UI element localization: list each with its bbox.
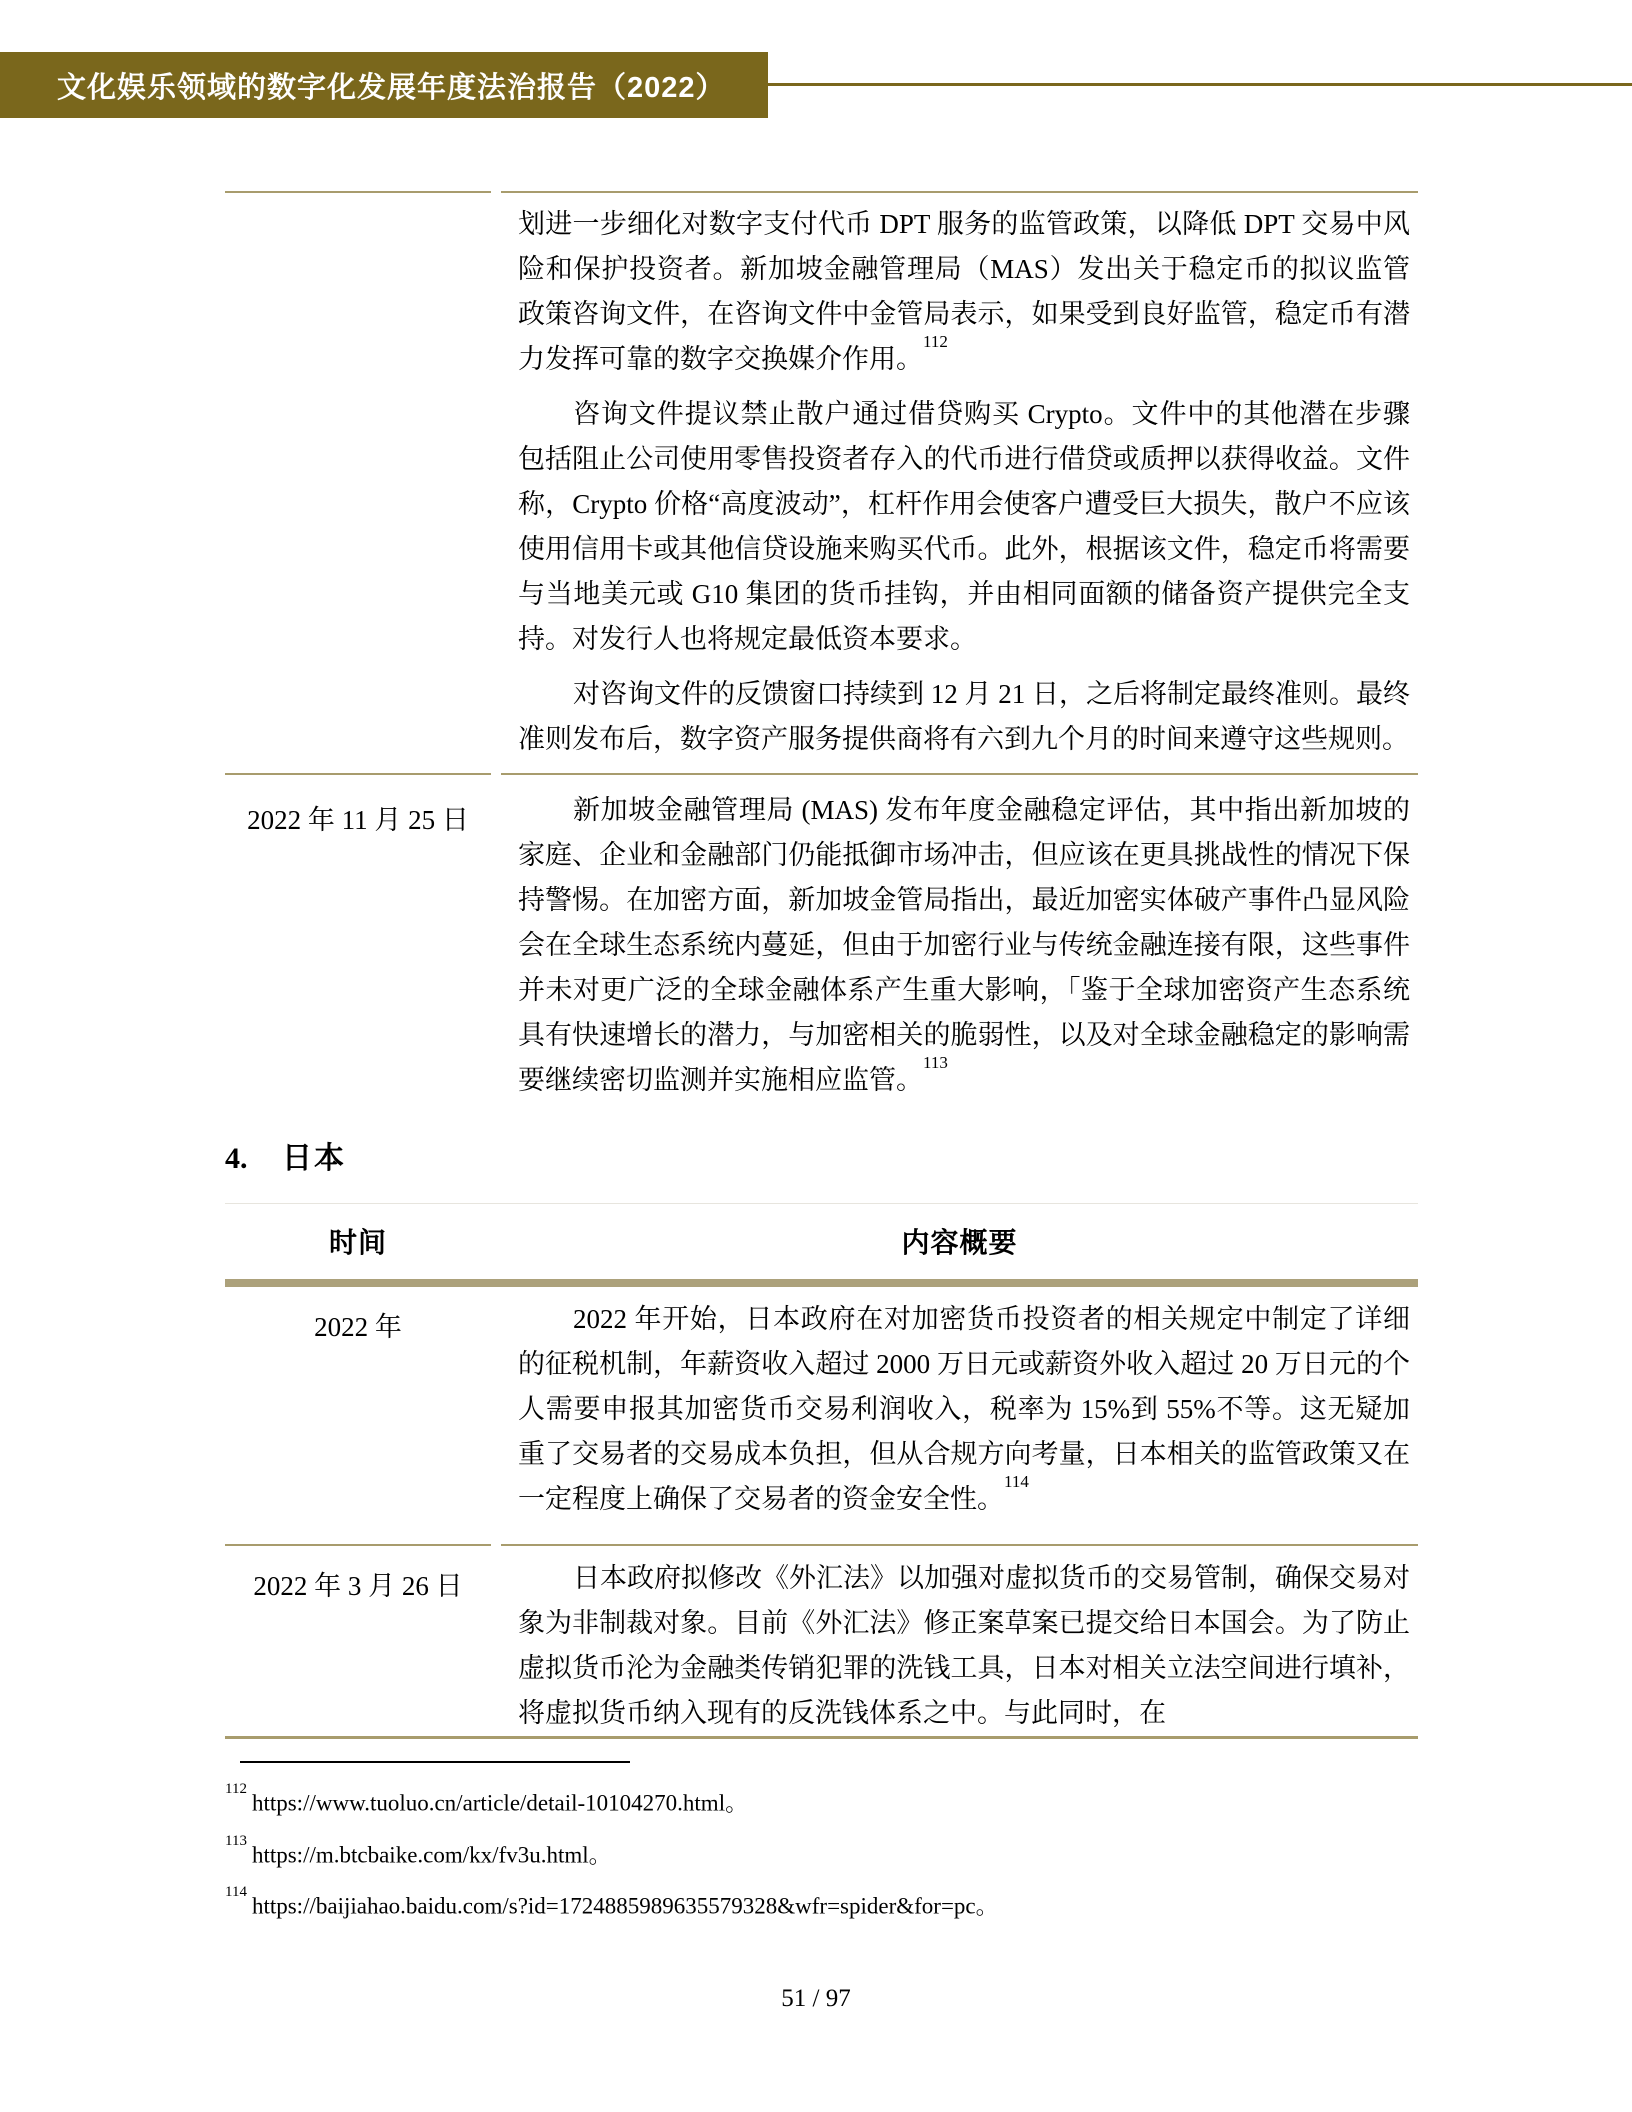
table-bottom-bar (225, 1736, 1418, 1739)
footnote-number: 114 (225, 1884, 247, 1901)
footnote-ref: 112 (923, 332, 948, 351)
report-title: 文化娱乐领域的数字化发展年度法治报告（2022） (57, 71, 726, 104)
footnote-url: https://baijiahao.baidu.com/s?id=1724885989635579328&wfr=spider&for=pc。 (251, 1893, 999, 1919)
footnote-ref: 114 (1004, 1472, 1029, 1491)
date-cell: 2022 年 11 月 25 日 (225, 773, 491, 1103)
footnote-item (225, 1775, 1418, 1827)
footnote-item (225, 1827, 1418, 1879)
regulation-table-singapore (225, 191, 1418, 1103)
footnote-area (225, 1761, 1418, 1930)
table-row (225, 1287, 1418, 1544)
page-number: 51 / 97 (781, 1985, 851, 2012)
paragraph: 咨询文件提议禁止散户通过借贷购买 Crypto。文件中的其他潜在步骤包括阻止公司使用零售投资者存入的代币进行借贷或质押以获得收益。文件称，Crypto 价格“高度波动”，杠杆作用会使客户遭受巨大损失，散户不应该使用信用卡或其他信贷设施来购买代币。此外，根据该文件，稳定币将需要与当地美元或 G10 集团的货币挂钩，并由相同面额的储备资产提供完全支持。对发行人也将规定最低资本要求。 (518, 399, 1410, 654)
summary-cell (501, 191, 1418, 773)
date-cell: 2022 年 3 月 26 日 (225, 1544, 491, 1736)
paragraph: 划进一步细化对数字支付代币 DPT 服务的监管政策，以降低 DPT 交易中风险和保护投资者。新加坡金融管理局（MAS）发出关于稳定币的拟议监管政策咨询文件，在咨询文件中金管局表示，如果受到良好监管，稳定币有潜力发挥可靠的数字交换媒介作用。$^{112}$ (518, 209, 1410, 374)
summary-cell (501, 1287, 1418, 1544)
footnote-url: https://m.btcbaike.com/kx/fv3u.html。 (251, 1842, 612, 1868)
paragraph: 新加坡金融管理局 (MAS) 发布年度金融稳定评估，其中指出新加坡的家庭、企业和金融部门仍能抵御市场冲击，但应该在更具挑战性的情况下保持警惕。在加密方面，新加坡金管局指出，最近加密实体破产事件凸显风险会在全球生态系统内蔓延，但由于加密行业与传统金融连接有限，这些事件并未对更广泛的全球金融体系产生重大影响，「鉴于全球加密资产生态系统具有快速增长的潜力，与加密相关的脆弱性，以及对全球金融稳定的影响需要继续密切监测并实施相应监管。$^{113}$ (518, 795, 1410, 1095)
table-header-row (225, 1204, 1418, 1279)
paragraph: 日本政府拟修改《外汇法》以加强对虚拟货币的交易管制，确保交易对象为非制裁对象。目前《外汇法》修正案草案已提交给日本国会。为了防止虚拟货币沦为金融类传销犯罪的洗钱工具，日本对相关立法空间进行填补，将虚拟货币纳入现有的反洗钱体系之中。与此同时，在 (518, 1563, 1410, 1728)
section-number: 4. (225, 1142, 248, 1175)
section-heading-japan (225, 1143, 1418, 1175)
table-row (225, 1544, 1418, 1736)
section-title: 日本 (282, 1142, 346, 1175)
header-divider-bar (225, 1279, 1418, 1287)
table-row (225, 191, 1418, 773)
date-cell (225, 191, 491, 773)
regulation-table-japan (225, 1203, 1418, 1739)
summary-cell (501, 773, 1418, 1103)
footnote-number: 112 (225, 1781, 247, 1797)
footnote-number: 113 (225, 1832, 247, 1849)
summary-cell (501, 1544, 1418, 1736)
footnote-item (225, 1878, 1418, 1930)
footnotes-list (225, 1763, 1418, 1930)
column-header-time: 时间 (328, 1227, 387, 1258)
paragraph: 2022 年开始，日本政府在对加密货币投资者的相关规定中制定了详细的征税机制，年薪资收入超过 2000 万日元或薪资外收入超过 20 万日元的个人需要申报其加密货币交易利润收入，税率为 15%到 55%不等。这无疑加重了交易者的交易成本负担，但从合规方向考量，日本相关的监管政策又在一定程度上确保了交易者的资金安全性。$^{114}$ (518, 1304, 1410, 1514)
footnote-url: https://www.tuoluo.cn/article/detail-10104270.html。 (251, 1790, 749, 1816)
date-cell: 2022 年 (314, 1312, 402, 1342)
footnote-ref: 113 (923, 1053, 948, 1072)
column-header-summary: 内容概要 (901, 1227, 1018, 1258)
paragraph: 对咨询文件的反馈窗口持续到 12 月 21 日，之后将制定最终准则。最终准则发布后，数字资产服务提供商将有六到九个月的时间来遵守这些规则。 (518, 679, 1410, 754)
table-row (225, 773, 1418, 1103)
page-body (225, 0, 1418, 1930)
